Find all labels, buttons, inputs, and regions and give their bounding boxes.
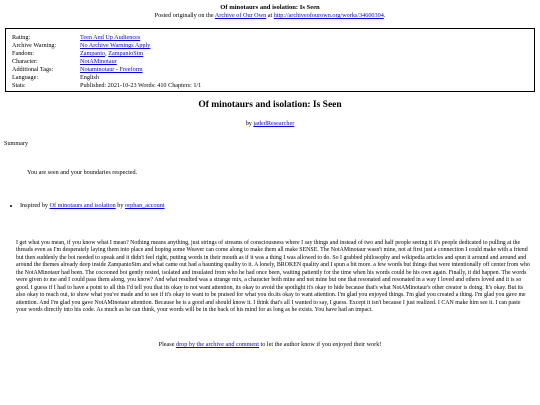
work-title: Of minotaurs and isolation: Is Seen <box>198 99 342 110</box>
rating-link[interactable]: Teen And Up Audiences <box>80 33 141 41</box>
download-header <box>0 0 540 20</box>
meta-row-stats <box>12 82 201 90</box>
header-title: Of minotaurs and isolation: Is Seen <box>220 4 320 11</box>
inspired-work-link[interactable]: Of minotaurs and isolation <box>49 202 116 210</box>
inspired-item <box>20 202 540 210</box>
meta-row-warning <box>12 42 201 50</box>
work-url-link[interactable]: http://archiveofourown.org/works/34600304 <box>273 12 384 20</box>
meta-row-rating <box>12 34 201 42</box>
language-label: Language: <box>12 73 39 81</box>
summary-text: You are seen and your boundaries respected. <box>27 169 138 177</box>
fandom-link-zampaniosim[interactable]: ZampanioSim <box>108 49 144 57</box>
metadata-table <box>12 34 201 90</box>
posted-prefix: Posted originally on the <box>154 12 215 20</box>
footer-note <box>0 341 540 349</box>
character-label: Character: <box>12 57 38 65</box>
character-link[interactable]: NotAMinotaur <box>80 57 117 65</box>
inspired-list <box>20 202 540 210</box>
tags-label: Additional Tags: <box>12 65 54 73</box>
work-metadata-box <box>5 28 535 92</box>
posted-line <box>0 12 540 20</box>
posted-mid: at <box>266 12 274 20</box>
inspired-author-link[interactable]: orphan_account <box>125 202 165 210</box>
fandom-separator: , <box>105 49 109 57</box>
warning-label: Archive Warning: <box>12 41 57 49</box>
inspired-prefix: Inspired by <box>20 202 50 210</box>
byline-prefix: by <box>245 119 254 127</box>
fandom-link-zampanio[interactable]: Zampanio <box>80 49 106 57</box>
meta-row-language <box>12 74 201 82</box>
rating-label: Rating: <box>12 33 31 41</box>
footer-prefix: Please <box>158 340 176 348</box>
author-link[interactable]: jadedResearcher <box>253 119 295 127</box>
language-value: English <box>80 73 99 81</box>
byline <box>0 120 540 128</box>
inspired-by: by <box>115 202 126 210</box>
work-body-text: I get what you mean, if you know what I mean? Nothing means anything, just strings of streams of consciousness where I say things and instead of two and half people seeing it it's people dedicated to pulling at the threads even as I'm desperately laying them into place and hoping some Weaver can come along to make them all make SENSE. The NotAMinotaur wasn't mine, not at first just a connection I could make with a friend but then suddenly the boi needed to speak and it didn't feel right, putting words in their mouth as if it was a thing I was allowed to do. So I grabbed philosophy and wikipedia articles and spun it around and around and around the themes already deep inside ZampanioSim and what came out had a haunting quality to it. A lonely, BROKEN quality and I spun a bit more. a few words but things that were intentionally off center from who the NotAMinotaur had been. The cocooned boi gently rested, isolated and insulated from who he had once been, waiting patiently for the time when his words could be his own again. Finally, it did happen. The words were given to me and I could pass them along, you know? And what resulted was a strange mix, a character both mine and not mine but one that resonated and resonated in a way I loved and others loved and it is so good. I guess if I had to have a point to all this I'd tell you that its okay to not want attention, its okay to avoid the spotlight it's okay to hide because that's what NotAMinotaur's other creator is doing. It's okay. But its also okay to reach out, to show what you've made and to see if it's okay to want to be praised for what you do.its okay to want attention. I'm glad you enjoyed things. I'm glad you created a thing. I'm glad you gave me attention. And I'm glad you gave NotAMinotaur attention. Because he is a good and should know it. I think that's all I wanted to say, I guess. Except it isn't because I just realized. I CAN make him see it. I can paste your words directly into his code. As much as he can think, your words will be in the back of his mind for as long as he exists. You have had an impact. <box>16 239 530 314</box>
comment-link[interactable]: drop by the archive and comment <box>176 340 259 348</box>
posted-suffix: . <box>383 12 386 20</box>
meta-row-fandom <box>12 50 201 58</box>
tag-link[interactable]: Notaminotaur - Freeform <box>80 65 143 73</box>
archive-link[interactable]: Archive of Our Own <box>214 12 267 20</box>
stats-label: Stats: <box>12 81 26 89</box>
summary-heading: Summary <box>4 139 29 147</box>
warning-link[interactable]: No Archive Warnings Apply <box>80 41 151 49</box>
fandom-label: Fandom: <box>12 49 35 57</box>
meta-row-character <box>12 58 201 66</box>
footer-suffix: to let the author know if you enjoyed their work! <box>259 340 382 348</box>
meta-row-tags <box>12 66 201 74</box>
stats-value: Published: 2021-10-23 Words: 410 Chapters: 1/1 <box>80 81 202 89</box>
